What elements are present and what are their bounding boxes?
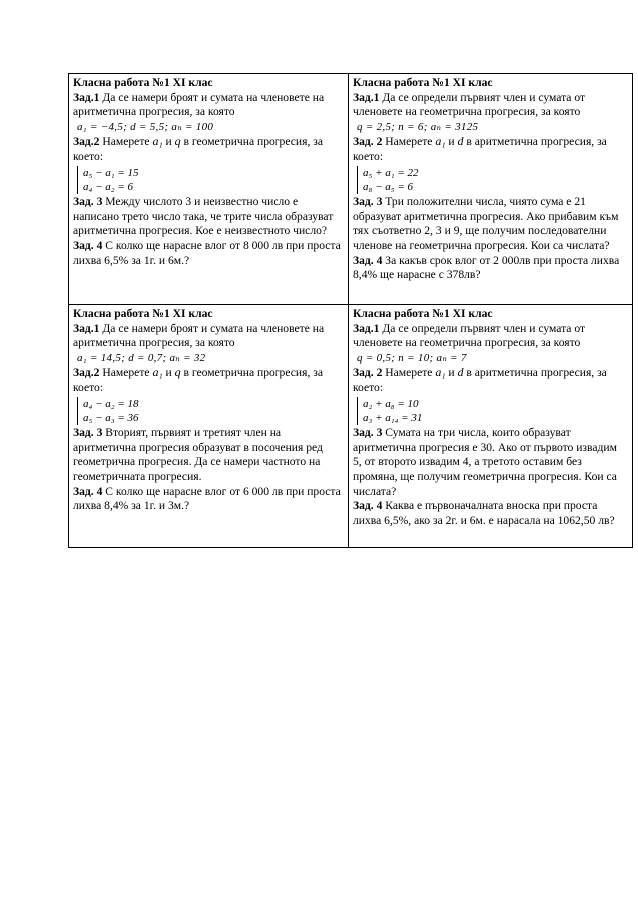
equation: a₅ + a₁ = 22 (363, 166, 419, 179)
task-2 (353, 134, 628, 164)
worksheet-table (68, 73, 633, 548)
cell-title: Класна работа №1 XI клас (73, 76, 213, 89)
variable: a₁ (435, 134, 446, 149)
equation-system (73, 397, 344, 426)
task-label: Зад.2 (73, 366, 100, 380)
system-brace (357, 397, 422, 425)
task-text: Да се определи първият член и сумата от членовете на геометрична прогресия, за която (353, 90, 586, 119)
variable: a₁ (435, 365, 446, 380)
task-4 (353, 499, 628, 528)
task-text: и (162, 366, 175, 380)
variant-cell-1 (69, 74, 349, 305)
task-text: в аритметична прогресия, за което: (353, 135, 607, 163)
equation: a₈ − a₅ = 6 (363, 180, 413, 193)
task-2 (353, 365, 628, 395)
equation-system (353, 166, 628, 195)
task-text: Сумата на три числа, които образуват аритметична прогресия е 30. Ако от първото извадим 5, от второто извадим 4, а третото оставим без промяна, ще получим геометрична прогресия. Кои са числата? (353, 426, 617, 498)
task-label: Зад.1 (353, 321, 380, 335)
task-label: Зад.1 (353, 90, 380, 104)
task-1 (353, 322, 628, 351)
task-label: Зад. 2 (353, 366, 383, 380)
system-brace (77, 166, 139, 194)
variable: a₁ (152, 365, 163, 380)
equation: a₂ + a₈ = 10 (363, 397, 419, 410)
task-text: в геометрична прогресия, за което: (73, 366, 323, 394)
equation: a₄ − a₂ = 18 (83, 397, 139, 410)
task-text: и (445, 366, 458, 380)
equation-system (353, 397, 628, 426)
task-text: Намерете (382, 135, 436, 149)
task-4 (73, 485, 344, 514)
task-1 (353, 91, 628, 120)
table-row (69, 305, 633, 548)
task-label: Зад. 3 (353, 195, 383, 209)
task-3 (73, 195, 344, 239)
task-label: Зад. 4 (353, 499, 383, 513)
task-label: Зад. 3 (73, 426, 103, 440)
task-2 (73, 365, 344, 395)
task-3 (353, 195, 628, 253)
task-label: Зад. 3 (353, 426, 383, 440)
system-brace (77, 397, 139, 425)
equation: a₅ − a₁ = 15 (83, 166, 139, 179)
cell-title: Класна работа №1 XI клас (73, 307, 213, 320)
task-label: Зад. 3 (73, 195, 103, 209)
task-3 (353, 426, 628, 499)
variable: q (174, 365, 181, 380)
equation: a₃ + a₁₄ = 31 (363, 411, 423, 424)
variable: q (174, 134, 181, 149)
table-row (69, 74, 633, 305)
task-text: Намерете (99, 135, 153, 149)
task-text: За какъв срок влог от 2 000лв при проста лихва 8,4% ще нарасне с 378лв? (353, 253, 620, 282)
task-1-formula: q = 2,5; n = 6; aₙ = 3125 (357, 120, 479, 133)
task-text: Да се намери броят и сумата на членовете на аритметична прогресия, за която (73, 90, 325, 119)
task-label: Зад.1 (73, 321, 100, 335)
task-text: и (445, 135, 458, 149)
variable: a₁ (152, 134, 163, 149)
task-text: С колко ще нарасне влог от 8 000 лв при проста лихва 6,5% за 1г. и 6м.? (73, 238, 341, 267)
task-1-formula: q = 0,5; n = 10; aₙ = 7 (357, 351, 467, 364)
equation: a₅ − a₃ = 36 (83, 411, 139, 424)
task-1-formula: a₁ = 14,5; d = 0,7; aₙ = 32 (77, 351, 206, 364)
task-3 (73, 426, 344, 484)
variant-cell-2 (349, 74, 633, 305)
task-text: Каква е първоначалната вноска при проста лихва 6,5%, ако за 2г. и 6м. е нарасала на 1062,50 лв? (353, 499, 615, 527)
task-1-formula: a₁ = −4,5; d = 5,5; aₙ = 100 (77, 120, 214, 133)
task-label: Зад. 4 (73, 484, 103, 498)
task-1 (73, 322, 344, 351)
task-text: Да се определи първият член и сумата от членовете на геометрична прогресия, за която (353, 321, 586, 350)
task-1 (73, 91, 344, 120)
task-text: и (162, 135, 175, 149)
task-text: Намерете (382, 366, 436, 380)
task-label: Зад.1 (73, 90, 100, 104)
task-text: в геометрична прогресия, за което: (73, 135, 323, 163)
cell-title: Класна работа №1 XI клас (353, 76, 493, 89)
task-4 (73, 239, 344, 268)
task-text: С колко ще нарасне влог от 6 000 лв при проста лихва 8,4% за 1г. и 3м.? (73, 484, 341, 513)
variable: d (457, 365, 464, 380)
task-label: Зад.2 (73, 135, 100, 149)
equation: a₄ − a₂ = 6 (83, 180, 133, 193)
task-label: Зад. 2 (353, 135, 383, 149)
task-text: Намерете (99, 366, 153, 380)
task-4 (353, 254, 628, 283)
task-text: Три положителни числа, чиято сума е 21 образуват аритметична прогресия. Ако прибавим към тях съответно 2, 3 и 9, ще получим последователни членове на геометрична прогресия. Кои са числата? (353, 195, 619, 252)
task-label: Зад. 4 (353, 253, 383, 267)
system-brace (357, 166, 419, 194)
task-text: в аритметична прогресия, за което: (353, 366, 607, 394)
variable: d (457, 134, 464, 149)
task-text: Между числото 3 и неизвестно число е написано трето число така, че трите числа образуват аритметична прогресия. Кое е неизвестното число? (73, 195, 334, 238)
task-text: Да се намери броят и сумата на членовете на аритметична прогресия, за която (73, 321, 325, 350)
equation-system (73, 166, 344, 195)
task-text: Вторият, първият и третият член на аритметична прогресия образуват в посочения ред геометрична прогресия. Да се намери частното на геометричната прогресия. (73, 426, 323, 483)
task-2 (73, 134, 344, 164)
task-label: Зад. 4 (73, 238, 103, 252)
cell-title: Класна работа №1 XI клас (353, 307, 493, 320)
variant-cell-4 (349, 305, 633, 548)
variant-cell-3 (69, 305, 349, 548)
